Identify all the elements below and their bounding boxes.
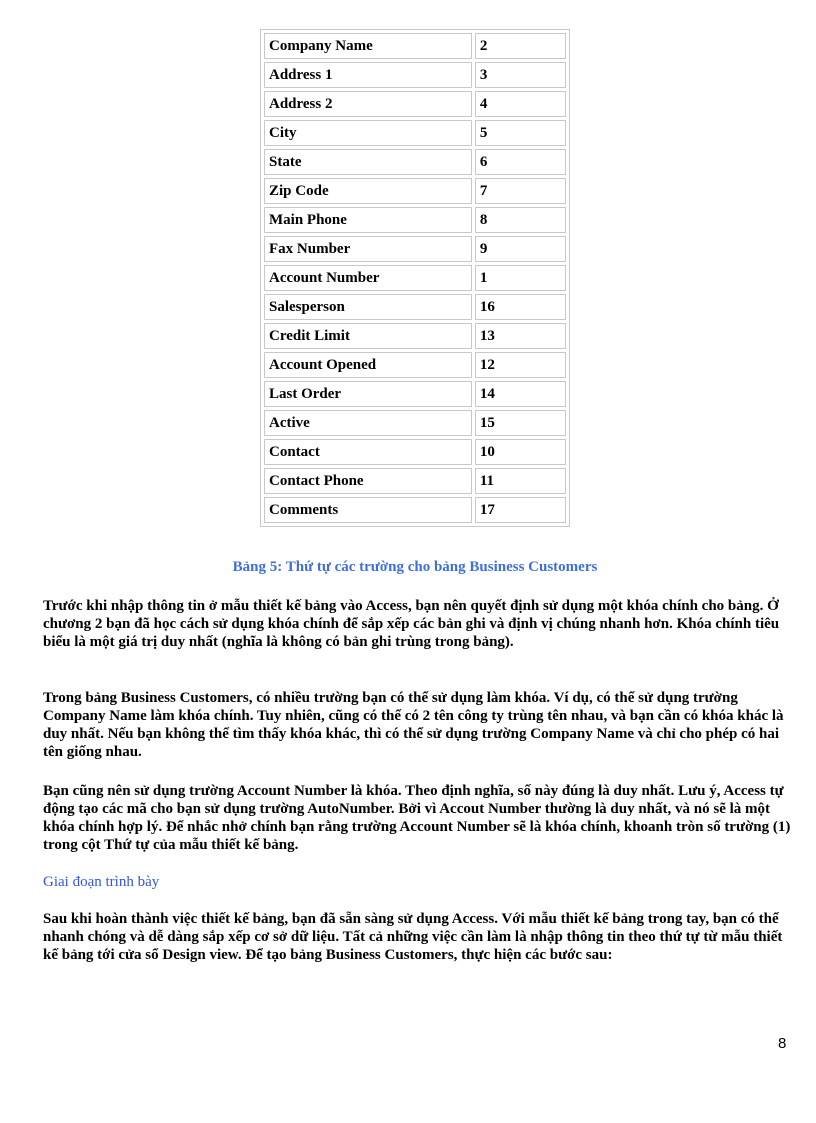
paragraph-account-number-key: Bạn cũng nên sử dụng trường Account Number là khóa. Theo định nghĩa, số này đúng là duy nhất. Lưu ý, Access tự động tạo các mã cho bạn sử dụng trường AutoNumber. Bởi vì Accout Number thường là duy nhất, và nó sẽ là một khóa chính hợp lý. Để nhắc nhở chính bạn rằng trường Account Number sẽ là khóa chính, khoanh tròn số trường (1) trong cột Thứ tự của mẫu thiết kế bảng. <box>43 783 791 853</box>
field-order-table <box>260 29 570 527</box>
table-row <box>264 236 566 262</box>
field-order-cell: 3 <box>475 62 566 88</box>
paragraph-company-name-key: Trong bảng Business Customers, có nhiều trường bạn có thể sử dụng làm khóa. Ví dụ, có thể sử dụng trường Company Name làm khóa chính. Tuy nhiên, cũng có thể có 2 tên công ty trùng tên nhau, và bạn cần có khóa khác là duy nhất. Nếu bạn không thể tìm thấy khóa khác, thì có thể sử dụng trường Company Name và chỉ cho phép có hai tên giống nhau. <box>43 690 784 760</box>
table-row <box>264 62 566 88</box>
paragraph-primary-key-intro: Trước khi nhập thông tin ở mẫu thiết kế bảng vào Access, bạn nên quyết định sử dụng một khóa chính cho bảng. Ở chương 2 bạn đã học cách sử dụng khóa chính để sắp xếp các bản ghi và định vị chúng nhanh hơn. Khóa chính tiêu biểu là một giá trị duy nhất (nghĩa là không có bản ghi trùng trong bảng). <box>43 598 780 650</box>
table-row <box>264 265 566 291</box>
field-order-cell: 12 <box>475 352 566 378</box>
field-order-cell: 8 <box>475 207 566 233</box>
field-order-cell: 2 <box>475 33 566 59</box>
field-order-cell: 1 <box>475 265 566 291</box>
field-order-cell: 6 <box>475 149 566 175</box>
section-heading: Giai đoạn trình bày <box>43 874 160 890</box>
field-order-table-body <box>264 33 566 523</box>
table-row <box>264 410 566 436</box>
field-order-cell: 7 <box>475 178 566 204</box>
field-name-cell: Active <box>264 410 472 436</box>
field-order-cell: 4 <box>475 91 566 117</box>
paragraph-presentation-stage: Sau khi hoàn thành việc thiết kế bảng, bạn đã sẵn sàng sử dụng Access. Với mẫu thiết kế bảng trong tay, bạn có thể nhanh chóng và dễ dàng sắp xếp cơ sở dữ liệu. Tất cả những việc cần làm là nhập thông tin theo thứ tự từ mẫu thiết kế bảng tới cửa sổ Design view. Để tạo bảng Business Customers, thực hiện các bước sau: <box>43 911 783 963</box>
field-name-cell: City <box>264 120 472 146</box>
field-order-cell: 9 <box>475 236 566 262</box>
table-row <box>264 178 566 204</box>
field-order-cell: 10 <box>475 439 566 465</box>
field-order-cell: 11 <box>475 468 566 494</box>
table-row <box>264 33 566 59</box>
table-row <box>264 497 566 523</box>
field-name-cell: Main Phone <box>264 207 472 233</box>
table-row <box>264 207 566 233</box>
field-order-cell: 16 <box>475 294 566 320</box>
field-name-cell: Address 1 <box>264 62 472 88</box>
field-order-cell: 17 <box>475 497 566 523</box>
table-row <box>264 91 566 117</box>
field-name-cell: Company Name <box>264 33 472 59</box>
table-row <box>264 352 566 378</box>
field-name-cell: Address 2 <box>264 91 472 117</box>
field-order-cell: 14 <box>475 381 566 407</box>
field-name-cell: State <box>264 149 472 175</box>
field-name-cell: Last Order <box>264 381 472 407</box>
table-row <box>264 149 566 175</box>
field-order-cell: 5 <box>475 120 566 146</box>
table-row <box>264 323 566 349</box>
field-name-cell: Comments <box>264 497 472 523</box>
field-name-cell: Contact <box>264 439 472 465</box>
page-number: 8 <box>778 1035 787 1052</box>
table-row <box>264 120 566 146</box>
field-name-cell: Account Opened <box>264 352 472 378</box>
field-name-cell: Contact Phone <box>264 468 472 494</box>
field-name-cell: Account Number <box>264 265 472 291</box>
field-name-cell: Salesperson <box>264 294 472 320</box>
table-caption: Bảng 5: Thứ tự các trường cho bảng Business Customers <box>232 559 598 575</box>
table-row <box>264 468 566 494</box>
field-order-cell: 15 <box>475 410 566 436</box>
table-row <box>264 439 566 465</box>
field-name-cell: Zip Code <box>264 178 472 204</box>
field-name-cell: Fax Number <box>264 236 472 262</box>
table-row <box>264 294 566 320</box>
field-order-cell: 13 <box>475 323 566 349</box>
field-name-cell: Credit Limit <box>264 323 472 349</box>
table-row <box>264 381 566 407</box>
